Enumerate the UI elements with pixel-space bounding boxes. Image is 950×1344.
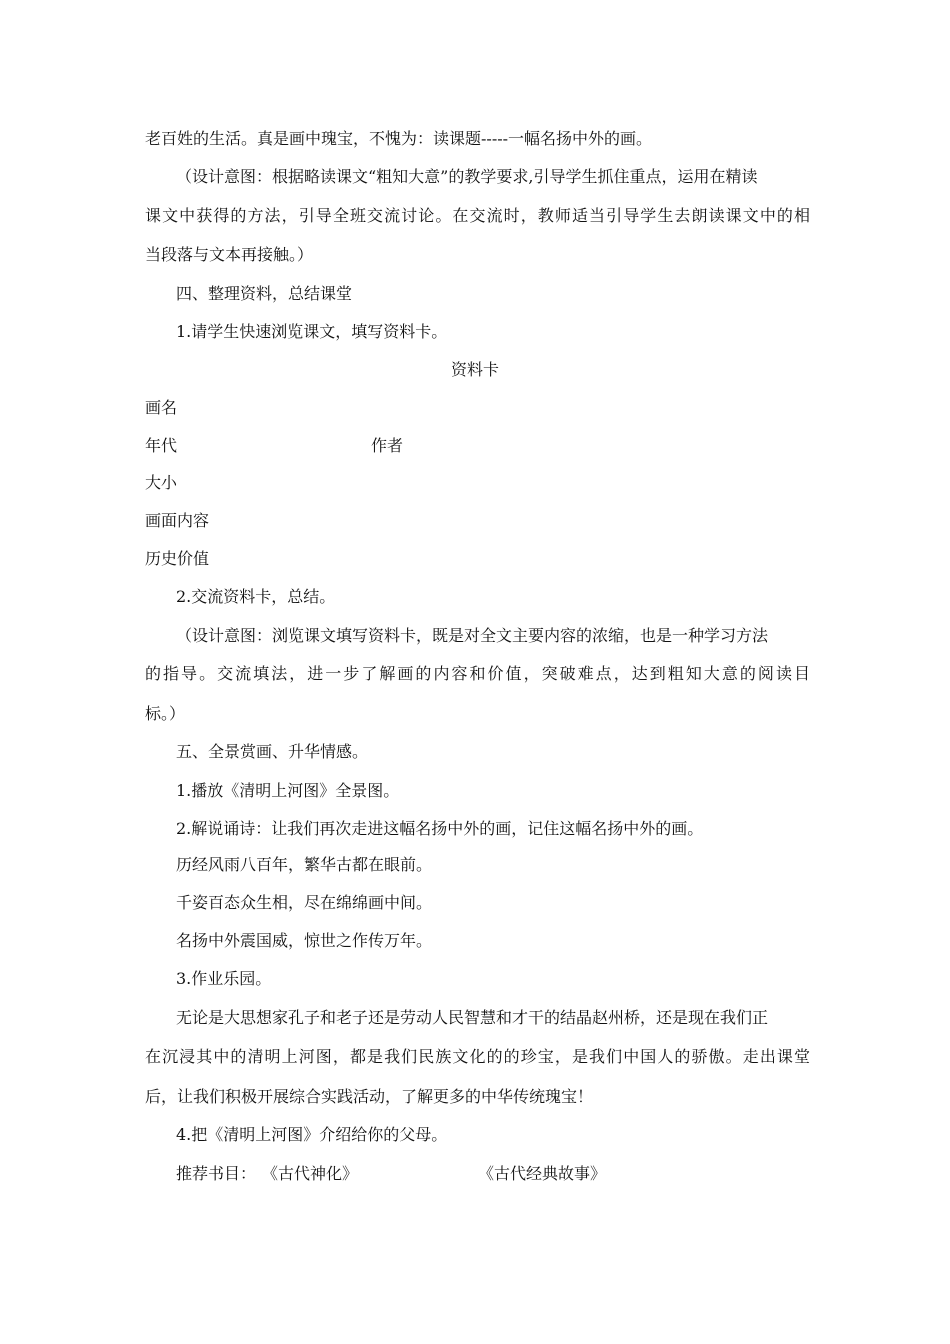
card-field-era: 年代	[145, 436, 178, 455]
design-intent-line: 标。）	[145, 704, 186, 723]
step-item: 3.作业乐园。	[176, 969, 272, 988]
card-title: 资料卡	[450, 360, 499, 379]
section-heading: 五、全景赏画、升华情感。	[176, 742, 369, 761]
paragraph-line: 无论是大思想家孔子和老子还是劳动人民智慧和才干的结晶赵州桥，还是现在我们正	[176, 1008, 769, 1027]
design-intent-line: 课文中获得的方法，引导全班交流讨论。在交流时，教师适当引导学生去朗读课文中的相	[145, 206, 810, 225]
design-intent-line: 当段落与文本再接触。）	[145, 245, 314, 264]
step-item: 1.播放《清明上河图》全景图。	[176, 781, 400, 800]
poem-line: 历经风雨八百年，繁华古都在眼前。	[176, 855, 433, 874]
recommended-books-label: 推荐书目：	[176, 1164, 257, 1183]
paragraph-line: 在沉浸其中的清明上河图，都是我们民族文化的的珍宝，是我们中国人的骄傲。走出课堂	[145, 1047, 810, 1066]
step-item: 2.解说诵诗：让我们再次走进这幅名扬中外的画，记住这幅名扬中外的画。	[176, 819, 704, 838]
poem-line: 千姿百态众生相，尽在绵绵画中间。	[176, 893, 433, 912]
step-item: 1.请学生快速浏览课文，填写资料卡。	[176, 322, 448, 341]
recommended-book-2: 《古代经典故事》	[478, 1164, 607, 1183]
poem-line: 名扬中外震国威，惊世之作传万年。	[176, 931, 433, 950]
step-item: 2.交流资料卡，总结。	[176, 587, 336, 606]
paragraph-line: 后，让我们积极开展综合实践活动，了解更多的中华传统瑰宝！	[145, 1087, 594, 1106]
card-field-author: 作者	[371, 436, 404, 455]
step-item: 4.把《清明上河图》介绍给你的父母。	[176, 1125, 448, 1144]
design-intent-line: （设计意图：浏览课文填写资料卡，既是对全文主要内容的浓缩，也是一种学习方法	[176, 626, 769, 645]
design-intent-line: （设计意图：根据略读课文“粗知大意”的教学要求,引导学生抓住重点，运用在精读	[176, 167, 758, 186]
recommended-book-1: 《古代神化》	[262, 1164, 359, 1183]
card-field-value: 历史价值	[145, 549, 210, 568]
section-heading: 四、整理资料，总结课堂	[176, 284, 353, 303]
card-field-size: 大小	[145, 473, 178, 492]
design-intent-line: 的指导。交流填法，进一步了解画的内容和价值，突破难点，达到粗知大意的阅读目	[145, 664, 810, 683]
paragraph-line: 老百姓的生活。真是画中瑰宝，不愧为：读课题-----一幅名扬中外的画。	[145, 129, 653, 148]
card-field-painting-name: 画名	[145, 398, 178, 417]
card-field-content: 画面内容	[145, 511, 210, 530]
